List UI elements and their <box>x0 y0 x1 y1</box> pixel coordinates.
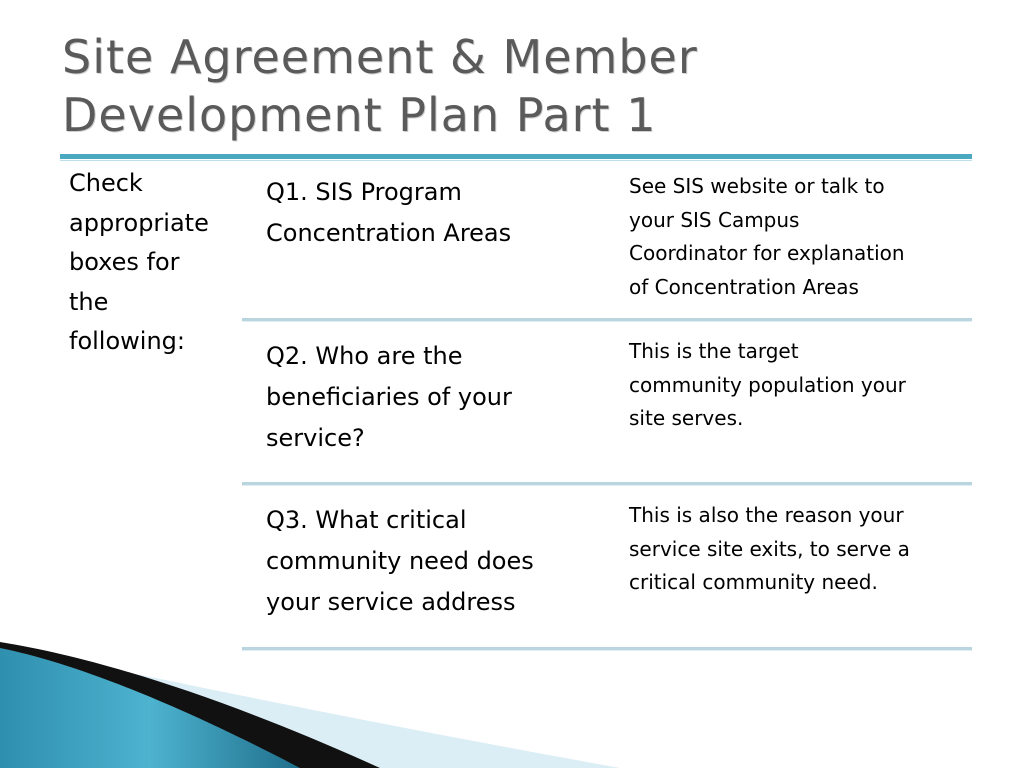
note-line: Coordinator for explanation <box>629 241 905 265</box>
note-1 <box>629 170 969 304</box>
intro-text <box>69 164 239 362</box>
question-line: service? <box>266 424 365 452</box>
note-3 <box>629 499 969 600</box>
question-line: Q2. Who are the <box>266 342 463 370</box>
question-2 <box>266 336 611 459</box>
note-line: critical community need. <box>629 570 878 594</box>
slide-title-line: Development Plan Part 1 <box>62 88 657 142</box>
decorative-swoosh <box>0 600 700 768</box>
title-divider <box>60 154 972 159</box>
slide-title <box>62 28 962 144</box>
note-line: See SIS website or talk to <box>629 174 885 198</box>
note-line: site serves. <box>629 406 744 430</box>
question-line: community need does <box>266 547 534 575</box>
intro-line: boxes for <box>69 248 180 276</box>
note-line: of Concentration Areas <box>629 274 859 299</box>
note-line: This is also the reason your <box>629 503 904 527</box>
question-line: Concentration Areas <box>266 219 512 247</box>
note-line: your SIS Campus <box>629 207 800 232</box>
intro-line: following: <box>69 327 185 355</box>
slide-title-line: Site Agreement & Member <box>62 30 698 84</box>
row-divider <box>242 482 972 486</box>
question-line: Q3. What critical <box>266 506 467 534</box>
intro-line: Check <box>69 169 143 197</box>
note-line: community population your <box>629 372 906 397</box>
title-divider-thin <box>60 160 972 161</box>
question-line: Q1. SIS Program <box>266 178 462 206</box>
question-line: beneficiaries of your <box>266 383 512 411</box>
note-line: This is the target <box>629 339 799 363</box>
note-2 <box>629 335 969 436</box>
row-divider <box>242 318 972 322</box>
note-line: service site exits, to serve a <box>629 536 910 561</box>
intro-line: the <box>69 287 109 316</box>
intro-line: appropriate <box>69 208 209 237</box>
question-1 <box>266 172 611 254</box>
question-line: your service address <box>266 588 516 616</box>
